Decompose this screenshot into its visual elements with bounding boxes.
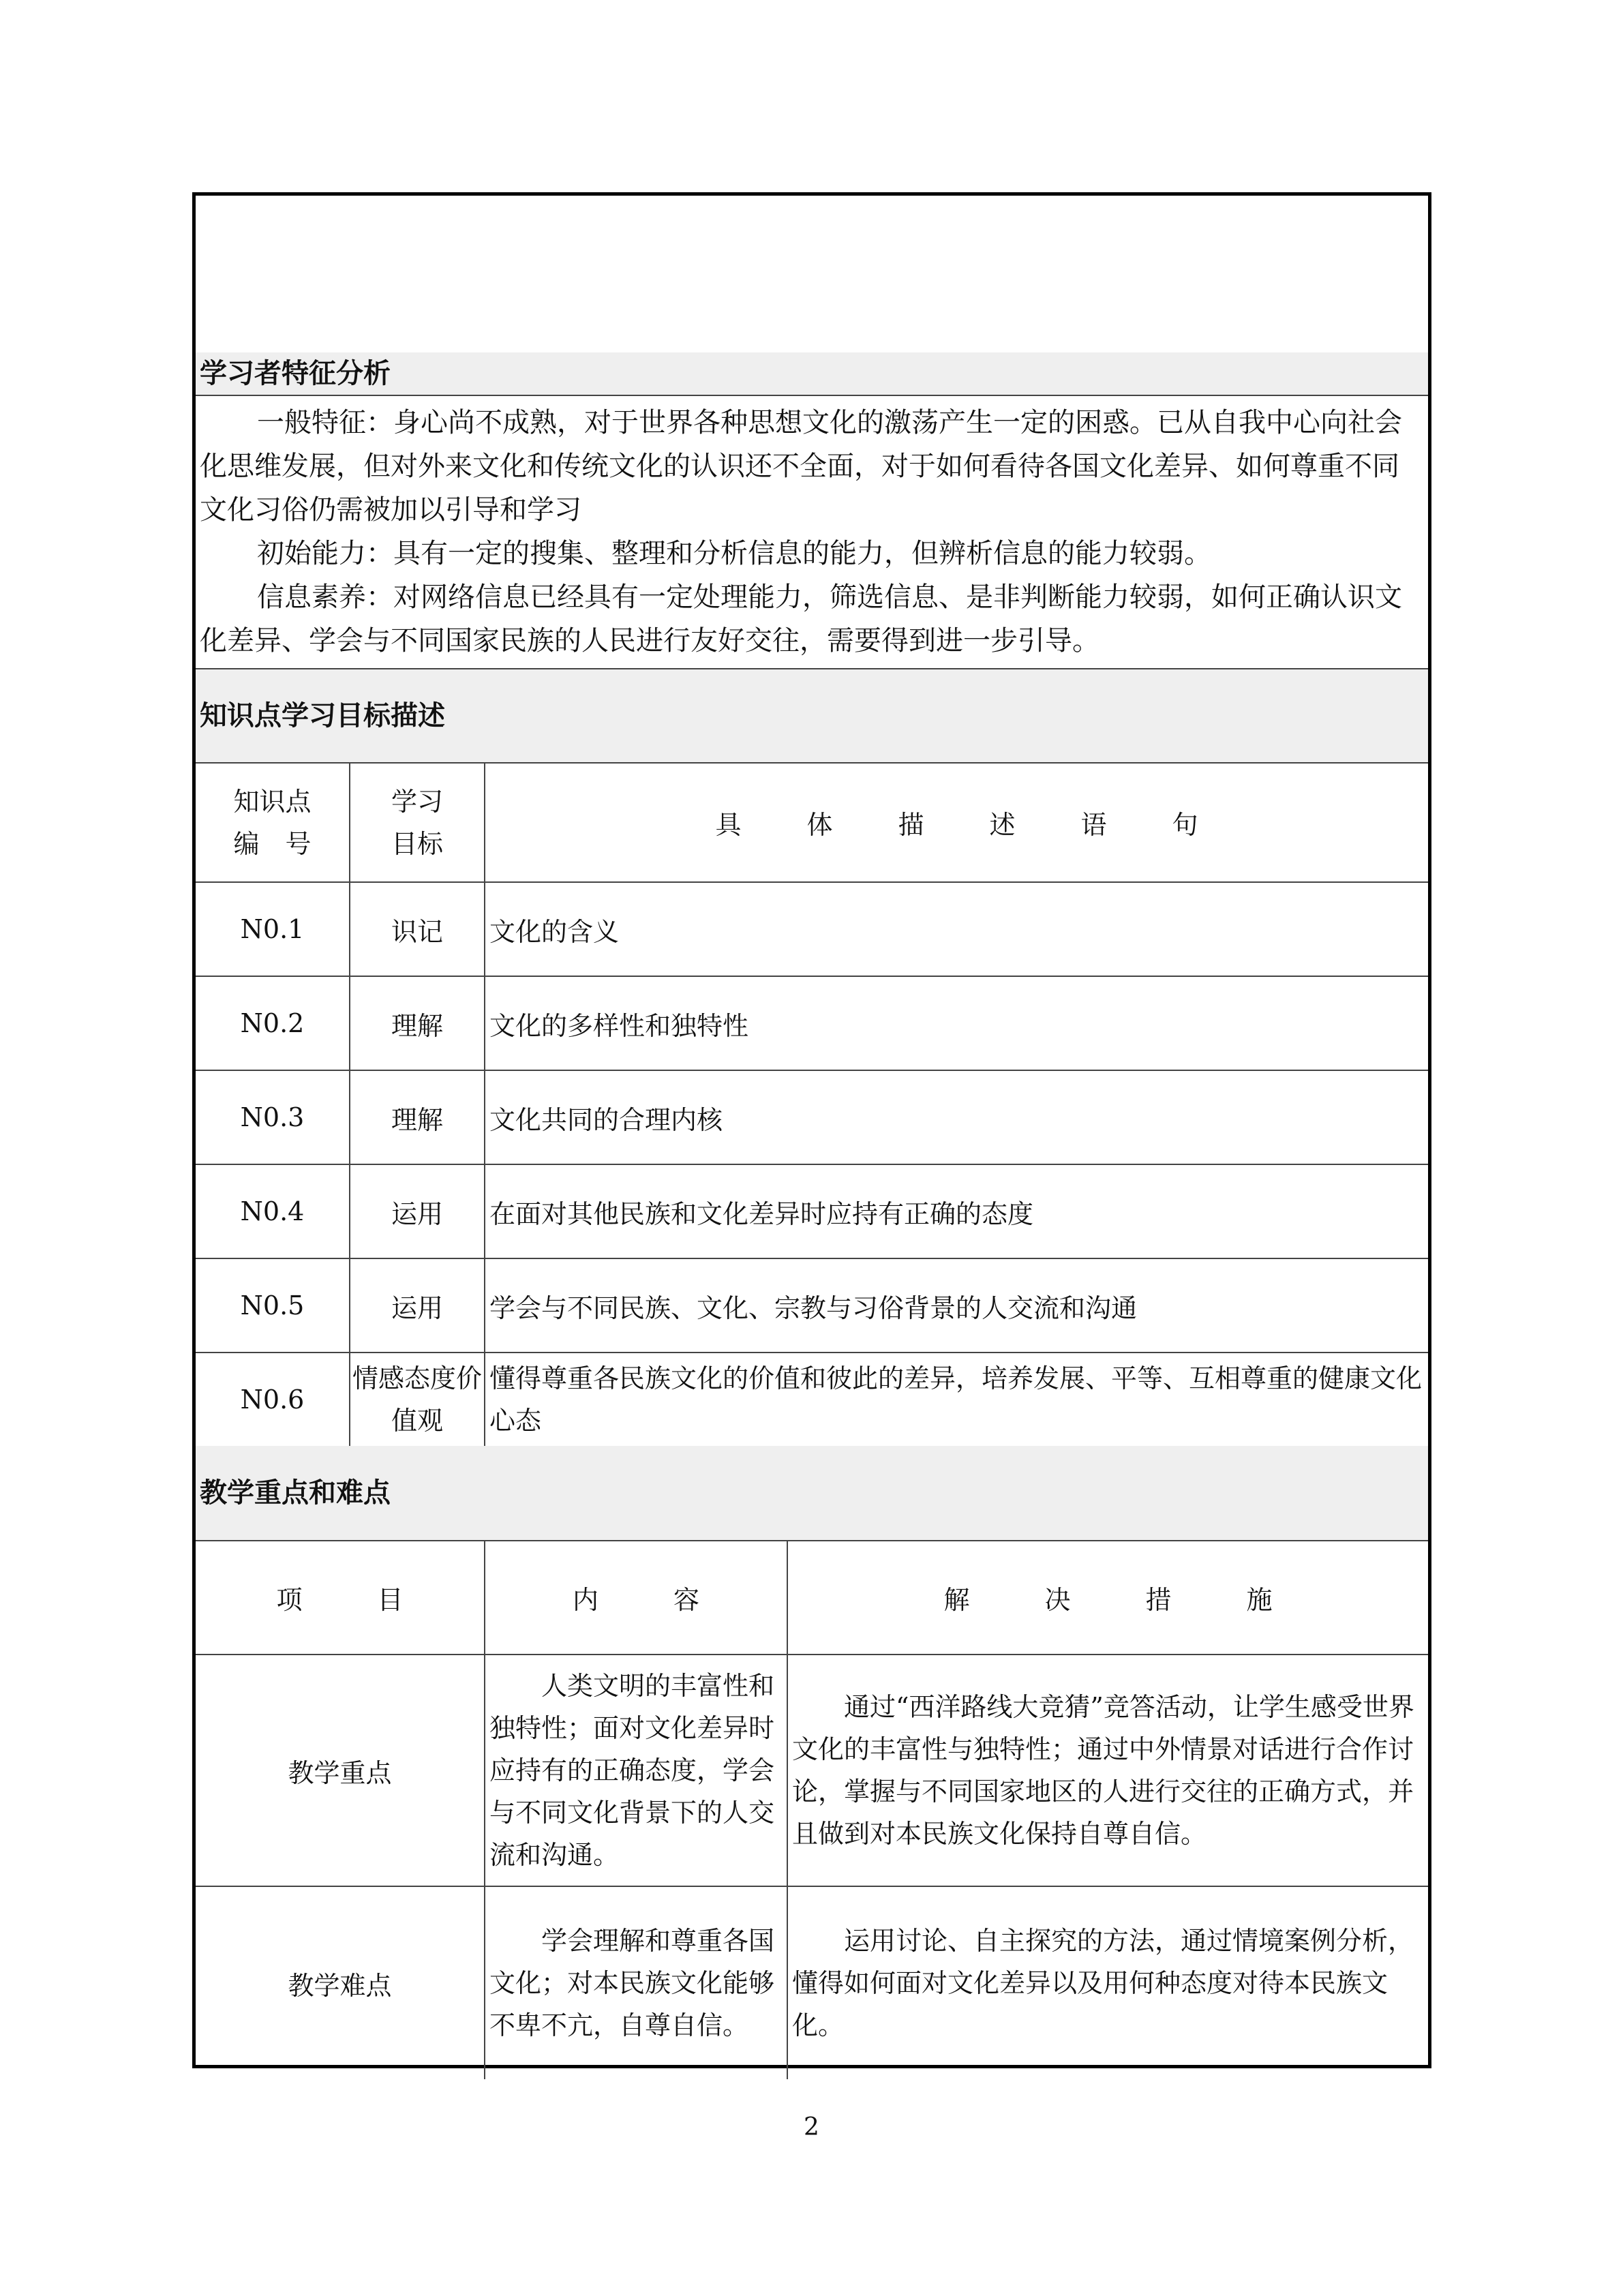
row-goal: 识记 <box>350 882 485 976</box>
header-goal-line1: 学习 <box>391 786 443 817</box>
row-goal <box>350 1353 485 1447</box>
blank-top-cell <box>196 196 1428 354</box>
row-desc: 在面对其他民族和文化差异时应持有正确的态度 <box>485 1164 1428 1258</box>
row-goal: 理解 <box>350 976 485 1070</box>
row-no: N0.4 <box>196 1164 350 1258</box>
document-table <box>192 192 1431 2068</box>
header-description: 具体描述语句 <box>485 764 1428 882</box>
learner-section-title: 学习者特征分析 <box>196 352 1428 396</box>
learner-general: 一般特征：身心尚不成熟，对于世界各种思想文化的激荡产生一定的困惑。已从自我中心向社会化思维发展，但对外来文化和传统文化的认识还不全面，对于如何看待各国文化差异、如何尊重不同文化习俗仍需被加以引导和学习 <box>200 407 1402 526</box>
row-no: N0.1 <box>196 882 350 976</box>
row-desc: 文化的含义 <box>485 882 1428 976</box>
keypoints-table <box>196 1541 1428 2079</box>
table-row <box>196 1353 1428 1447</box>
row-no: N0.3 <box>196 1070 350 1164</box>
row-measure-text: 运用讨论、自主探究的方法，通过情境案例分析，懂得如何面对文化差异以及用何种态度对待本民族文化。 <box>792 1926 1414 2040</box>
row-goal: 运用 <box>350 1258 485 1353</box>
table-row <box>196 1655 1428 1886</box>
header-no-line2: 编 号 <box>233 828 312 859</box>
table-row <box>196 976 1428 1070</box>
learner-initial: 初始能力：具有一定的搜集、整理和分析信息的能力，但辨析信息的能力较弱。 <box>257 538 1211 569</box>
header-learning-goal <box>350 764 485 882</box>
page-number: 2 <box>804 2113 819 2141</box>
header-knowledge-no <box>196 764 350 882</box>
row-no: N0.2 <box>196 976 350 1070</box>
row-goal: 运用 <box>350 1164 485 1258</box>
row-content <box>485 1655 787 1886</box>
header-measure: 解决措施 <box>787 1541 1428 1655</box>
header-no-line1: 知识点 <box>233 786 312 817</box>
table-row <box>196 1886 1428 2079</box>
row-no: N0.6 <box>196 1353 350 1447</box>
objectives-table <box>196 764 1428 1447</box>
row-goal: 理解 <box>350 1070 485 1164</box>
row-desc: 懂得尊重各民族文化的价值和彼此的差异，培养发展、平等、互相尊重的健康文化心态 <box>485 1353 1428 1447</box>
row-desc: 文化的多样性和独特性 <box>485 976 1428 1070</box>
table-row <box>196 1070 1428 1164</box>
row-item: 教学重点 <box>196 1655 485 1886</box>
header-goal-line2: 目标 <box>391 828 443 859</box>
row-desc: 学会与不同民族、文化、宗教与习俗背景的人交流和沟通 <box>485 1258 1428 1353</box>
learner-literacy: 信息素养：对网络信息已经具有一定处理能力，筛选信息、是非判断能力较弱，如何正确认识文化差异、学会与不同国家民族的人民进行友好交往，需要得到进一步引导。 <box>200 581 1402 656</box>
header-content: 内容 <box>485 1541 787 1655</box>
row-measure <box>787 1655 1428 1886</box>
table-row <box>196 1164 1428 1258</box>
row-measure-text: 通过“西洋路线大竞猜”竞答活动，让学生感受世界文化的丰富性与独特性；通过中外情景对话进行合作讨论，掌握与不同国家地区的人进行交往的正确方式，并且做到对本民族文化保持自尊自信。 <box>792 1692 1414 1849</box>
row-content-text: 人类文明的丰富性和独特性；面对文化差异时应持有的正确态度，学会与不同文化背景下的人交流和沟通。 <box>489 1671 775 1870</box>
header-item: 项目 <box>196 1541 485 1655</box>
keypoints-section-title: 教学重点和难点 <box>196 1446 1428 1541</box>
keypoints-header-row <box>196 1541 1428 1655</box>
row-desc: 文化共同的合理内核 <box>485 1070 1428 1164</box>
row-measure <box>787 1886 1428 2079</box>
objectives-header-row <box>196 764 1428 882</box>
table-row <box>196 1258 1428 1353</box>
objectives-section-title: 知识点学习目标描述 <box>196 668 1428 764</box>
row-item: 教学难点 <box>196 1886 485 2079</box>
row-goal-line1: 情感态度价 <box>352 1363 482 1393</box>
row-goal-line2: 值观 <box>391 1406 443 1436</box>
table-row <box>196 882 1428 976</box>
row-content <box>485 1886 787 2079</box>
row-content-text: 学会理解和尊重各国文化；对本民族文化能够不卑不亢，自尊自信。 <box>489 1926 775 2040</box>
row-no: N0.5 <box>196 1258 350 1353</box>
